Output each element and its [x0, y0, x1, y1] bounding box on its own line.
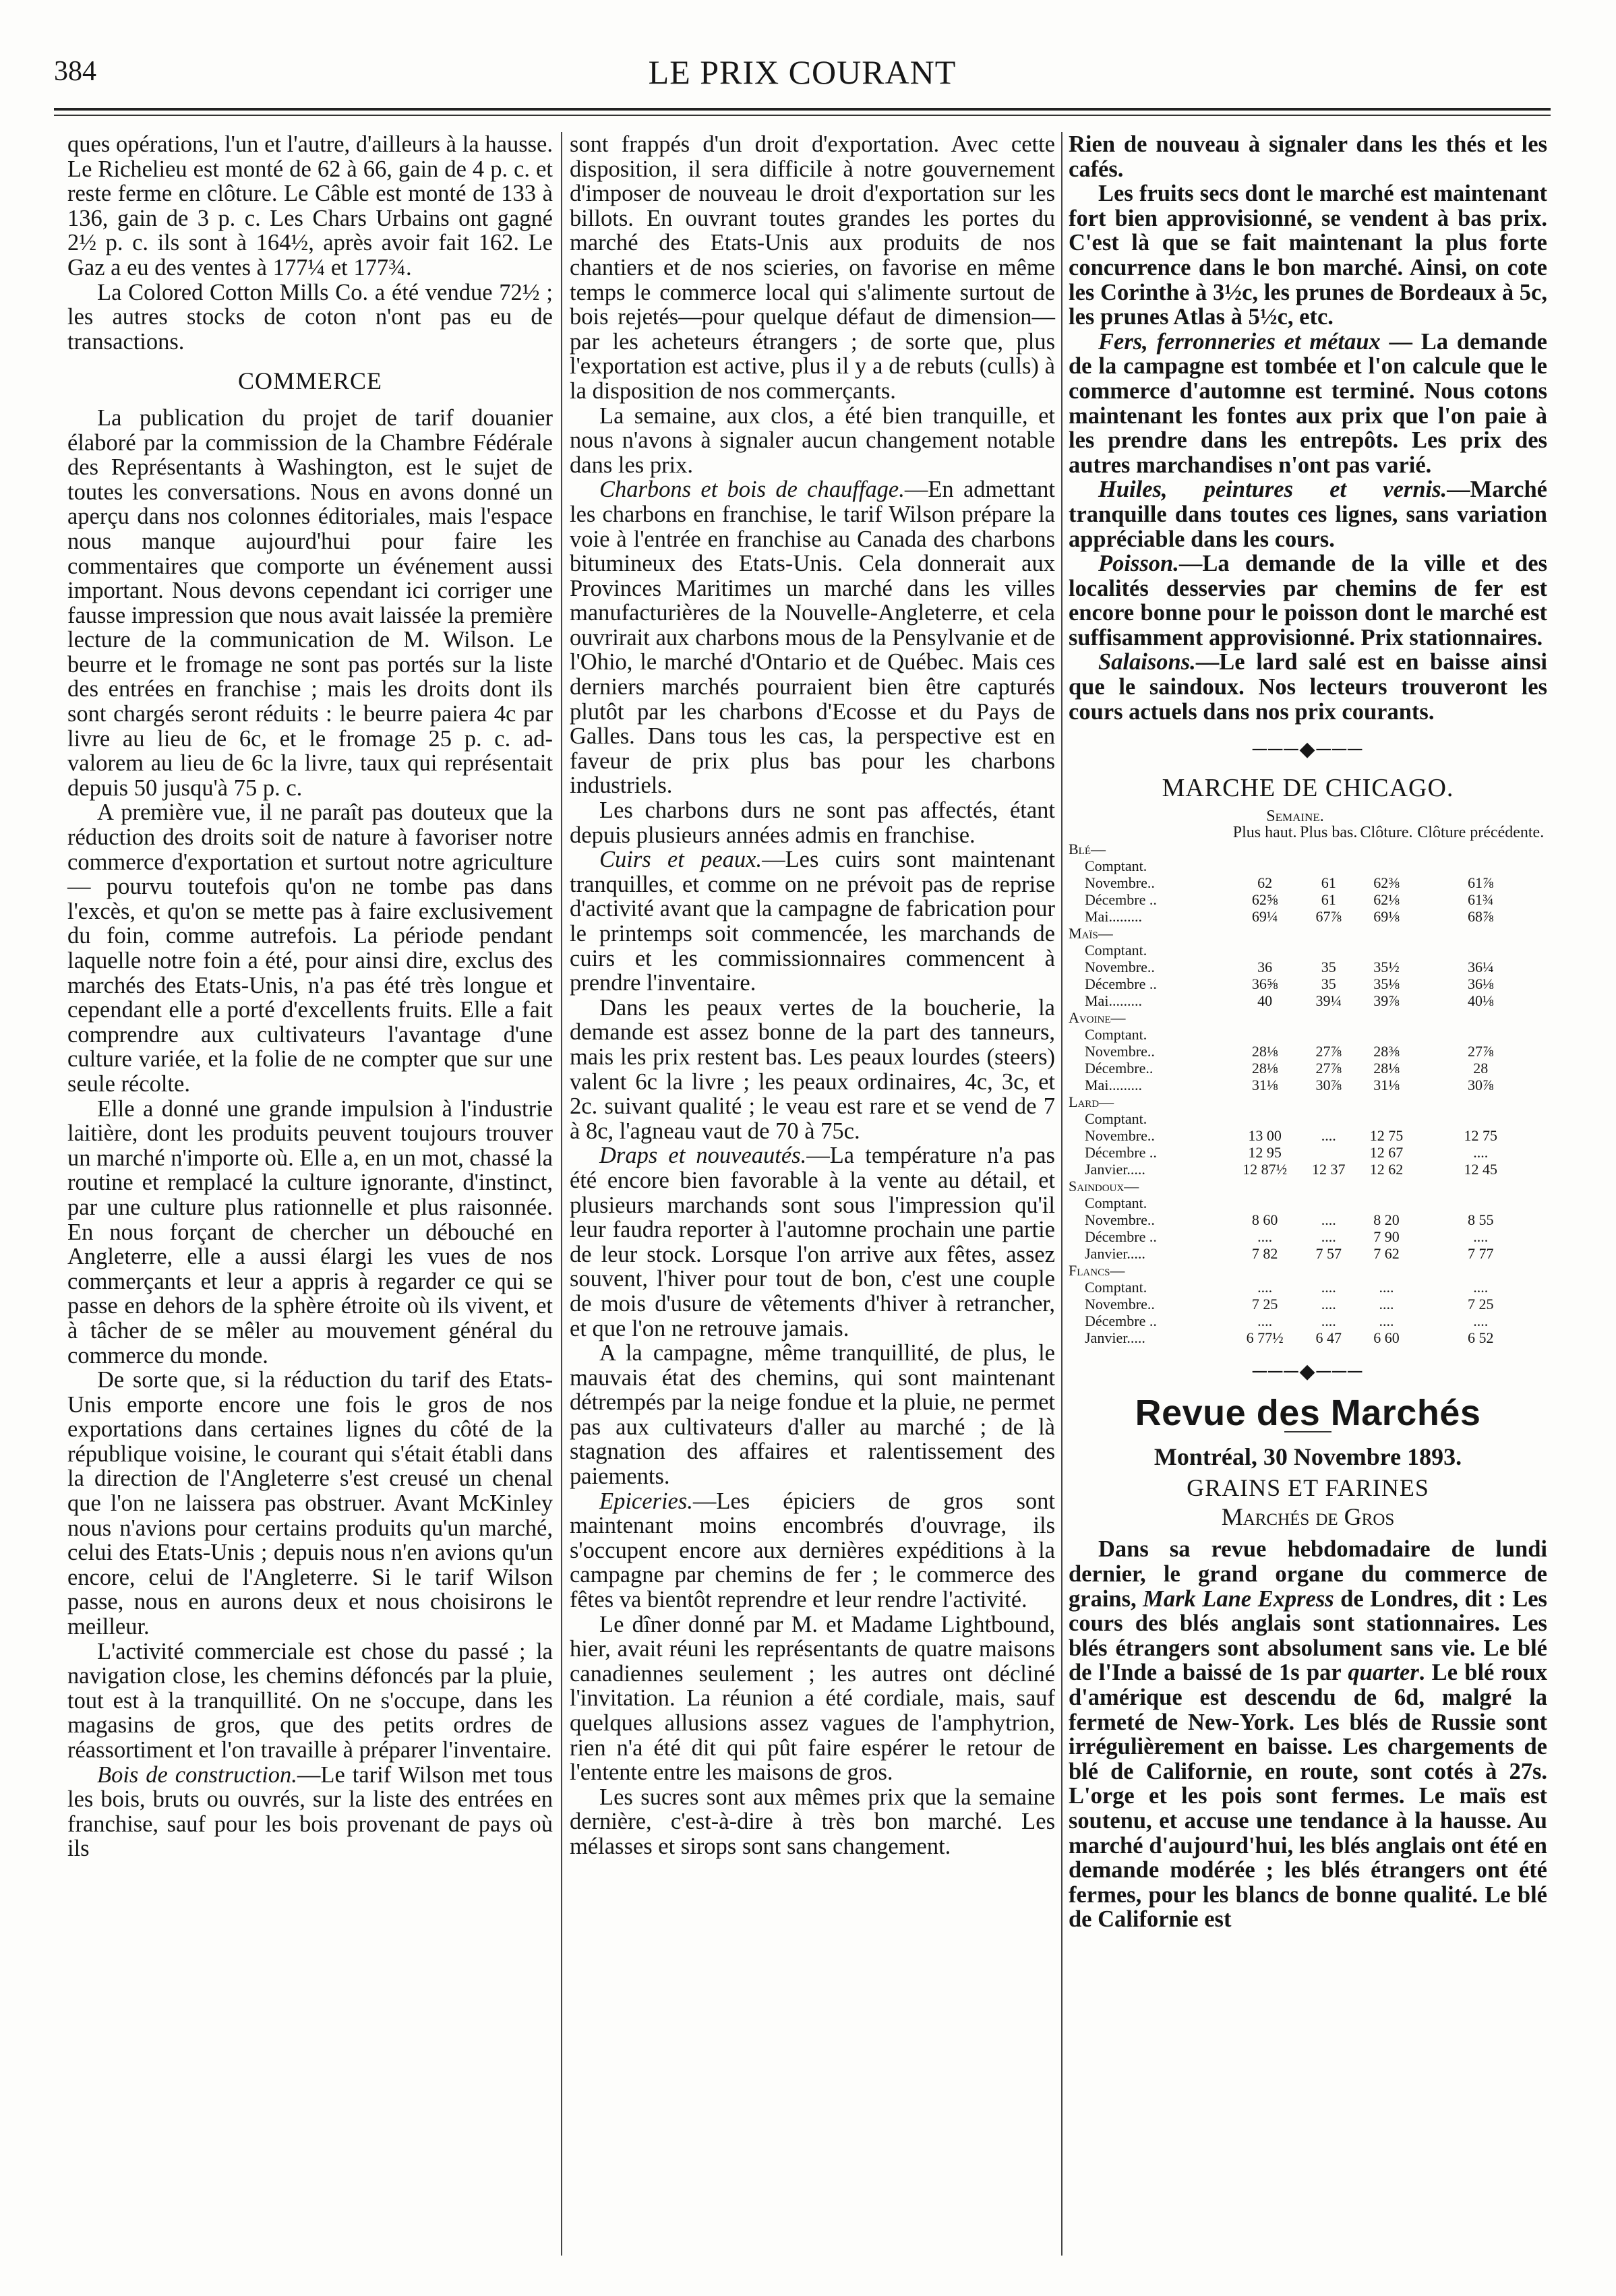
paragraph: [1069, 551, 1547, 650]
section-title: Revue des Marchés: [1135, 1393, 1481, 1434]
table-group-row: [1069, 841, 1547, 857]
table-row-label: Mai.........: [1085, 908, 1142, 926]
paragraph-body: —Marché tranquille dans toutes ces lignes, sans variation appréciable dans les cours.: [1069, 477, 1547, 552]
table-cell: 28⅛: [1373, 1060, 1400, 1077]
table-cell: 31⅛: [1251, 1077, 1278, 1094]
table-cell: 7 90: [1373, 1228, 1400, 1246]
table-cell: 12 62: [1369, 1161, 1404, 1178]
table-row-label: Novembre..: [1085, 874, 1155, 892]
header-rule-thin: [54, 115, 1551, 116]
paragraph: Elle a donné une grande impulsion à l'industrie laitière, dont les produits peuvent toujours trouver un marché n'importe où. Elle a, en un mot, chassé la routine et remplacé la culture ignorante, d'instinct, par une culture plus rationnelle et plus raisonnée. En nous forçant de chercher un débouché en Angleterre, elle a aussi élargi les vues de nos commerçants et leur a appris à regarder ce qui se passe en dehors de la sphère étroite où ils vivent, et à tâcher de se mêler au mouvement général du commerce du monde.: [67, 1095, 553, 1368]
table-row-label: Novembre..: [1085, 1211, 1155, 1229]
table-cell: [1359, 942, 1414, 959]
paragraph-body: — La demande de la campagne est tombée et l'on calcule que le commerce d'automne est terminé. Nous cotons maintenant les fontes aux prix que l'on paie à les prendre dans les entrepôts. Les prix des autres marchandises n'ont pas varié.: [1069, 328, 1547, 478]
table-row: [1069, 1043, 1547, 1060]
table-row-label: Décembre..: [1085, 1060, 1154, 1077]
table-cell: 7 25: [1251, 1296, 1278, 1313]
table-cell: 8 60: [1251, 1211, 1278, 1229]
table-cell: 28⅛: [1251, 1060, 1278, 1077]
table-row: [1069, 959, 1547, 975]
table-cell: [1231, 1195, 1298, 1211]
page-number: 384: [54, 56, 96, 87]
table-cell: 8 55: [1468, 1211, 1494, 1229]
table-cell: 27⅞: [1315, 1043, 1342, 1060]
table-cell: 12 75: [1369, 1127, 1404, 1145]
table-row-label: Comptant.: [1085, 1195, 1147, 1212]
table-cell: [1298, 942, 1359, 959]
paragraph: Les charbons durs ne sont pas affectés, étant depuis plusieurs années admis en franchise.: [570, 797, 1055, 848]
table-header: Clôture précédente.: [1417, 824, 1545, 842]
paragraph: [1069, 650, 1547, 724]
paragraph-body: —Le tarif Wilson met tous les bois, bruts ou ouvrés, sur la liste des entrées en franchise, sauf pour les bois provenant de pays où ils: [67, 1761, 553, 1862]
table-cell: [1231, 942, 1298, 959]
table-row: [1069, 1110, 1547, 1127]
table-cell: [1231, 1026, 1298, 1043]
paragraph: A première vue, il ne paraît pas douteux que la réduction des droits soit de nature à favoriser notre commerce d'exportation et surtout notre agriculture— pourvu toutefois qu'on ne tombe pas dans l'excès, et qu'on se mette pas à faire exclusivement du foin, comme autrefois. La période pendant laquelle notre foin a été, pour ainsi dire, exclus des marchés des Etats-Unis, n'a pas été très longue et cependant elle a porté d'excellents fruits. Elle a fait comprendre aux cultivateurs l'avantage d'une culture variée, et la folie de ne compter que sur une seule récolte.: [67, 799, 553, 1097]
table-cell: 6 47: [1315, 1329, 1342, 1347]
table-cell: [1414, 1026, 1547, 1043]
table-cell: [1298, 857, 1359, 874]
table-row-label: Comptant.: [1085, 857, 1147, 875]
table-cell: 39⅞: [1373, 992, 1400, 1010]
table-row: [1069, 1279, 1547, 1296]
table-cell: ....: [1379, 1312, 1394, 1330]
table-cell: ....: [1321, 1296, 1336, 1313]
publication-name: Mark Lane Express: [1143, 1585, 1334, 1612]
table-cell: ....: [1473, 1144, 1489, 1161]
table-row: [1069, 1245, 1547, 1262]
table-group-label: Lard—: [1069, 1093, 1114, 1111]
column-divider: [1061, 132, 1063, 2256]
table-row-label: Décembre ..: [1085, 975, 1157, 993]
table-row: [1069, 874, 1547, 891]
table-header: Plus bas.: [1300, 824, 1358, 842]
paragraph: sont frappés d'un droit d'exportation. Avec cette disposition, il sera difficile à notre gouvernement d'imposer de nouveau le droit d'exportation sur les billots. En ouvrant toutes grandes les portes du marché des Etats-Unis aux produits de nos chantiers et de nos scieries, on favorise en même temps le commerce local qui s'alimente surtout de bois rejetés—pour quelque défaut de dimension—par les acheteurs étrangers ; de sorte que, plus l'exportation est active, plus il y a de rebuts (culls) à la disposition de nos commerçants.: [570, 131, 1055, 404]
paragraph: Dans les peaux vertes de la boucherie, la demande est assez bonne de la part des tanneurs, mais les prix restent bas. Les peaux lourdes (steers) valent 6c la livre ; les peaux ordinaires, 4c, 3c, et 2c. suivant qualité ; le veau est rare et se vend de 7 à 8c, l'agneau vaut de 70 à 75c.: [570, 994, 1055, 1144]
table-group-label: Maïs—: [1069, 925, 1113, 942]
table-cell: ....: [1257, 1312, 1273, 1330]
table-row: [1069, 1077, 1547, 1093]
table-cell: 12 67: [1369, 1144, 1404, 1161]
table-row: [1069, 1312, 1547, 1329]
table-cell: [1359, 1195, 1414, 1211]
table-cell: ....: [1257, 1228, 1273, 1246]
table-group-label: Blé—: [1069, 841, 1106, 858]
table-cell: 6 60: [1373, 1329, 1400, 1347]
table-group-row: [1069, 1009, 1547, 1026]
table-cell: ....: [1321, 1312, 1336, 1330]
table-row: [1069, 1060, 1547, 1077]
table-cell: 27⅞: [1315, 1060, 1342, 1077]
table-cell: 35⅛: [1373, 975, 1400, 993]
table-cell: 61⅞: [1468, 874, 1494, 892]
table-cell: [1359, 1110, 1414, 1127]
paragraph-lead: Poisson.: [1098, 551, 1179, 577]
paragraph: La publication du projet de tarif douanier élaboré par la commission de la Chambre Fédérale des Représentants à Washington, est le sujet de toutes les conversations. Nous en avons donné un aperçu dans nos colonnes éditoriales, mais l'espace nous manque aujourd'hui pour faire les commentaires que comporte un événement aussi important. Nous devons cependant ici corriger une fausse impression que nous avait laissée la première lecture de la communication de M. Wilson. Le beurre et le fromage ne sont pas portés sur la liste des entrées en franchise ; mais les droits dont ils sont chargés seront réduits : le beurre paiera 4c par livre au lieu de 6c, et le fromage 25 p. c. ad-valorem au lieu de 6c la livre, taux qui représentait depuis 50 jusqu'à 75 p. c.: [67, 404, 553, 801]
table-row: [1069, 1195, 1547, 1211]
table-header: Semaine.: [1266, 808, 1324, 826]
section-heading: COMMERCE: [237, 367, 383, 395]
paragraph-body: —Le lard salé est en baisse ainsi que le saindoux. Nos lecteurs trouveront les cours actuels dans nos prix courants.: [1069, 649, 1547, 725]
paragraph-body: . Le blé roux d'amérique est descendu de 6d, malgré la fermeté de New-York. Les blés de Russie sont irrégulièrement en baisse. Les chargements de blé de Californie, en route, sont cotés à 27s. L'orge et les pois sont fermes. Le maïs est soutenu, et accuse une tendance à la hausse. Au marché d'aujourd'hui, les blés anglais ont été en demande modérée ; les blés étrangers ont été fermes, pour les blancs de bonne qualité. Le blé de Californie est: [1069, 1660, 1547, 1933]
table-cell: 13 00: [1248, 1127, 1282, 1145]
table-cell: 62⅛: [1373, 891, 1400, 909]
paragraph-lead: Salaisons.: [1098, 649, 1196, 675]
table-cell: 7 62: [1373, 1245, 1400, 1263]
table-cell: 28⅛: [1251, 1043, 1278, 1060]
table-cell: 7 82: [1251, 1245, 1278, 1263]
table-cell: 7 25: [1468, 1296, 1494, 1313]
table-row: [1069, 1211, 1547, 1228]
table-row-label: Comptant.: [1085, 942, 1147, 959]
column-divider: [561, 132, 562, 2256]
paragraph: [570, 1489, 1055, 1612]
table-cell: 36⅛: [1468, 975, 1494, 993]
paragraph: [67, 1763, 553, 1861]
table-row-label: Décembre ..: [1085, 1228, 1157, 1246]
table-row: [1069, 908, 1547, 925]
table-cell: ....: [1321, 1279, 1336, 1296]
paragraph: La semaine, aux clos, a été bien tranquille, et nous n'avons à signaler aucun changement notable dans les prix.: [570, 402, 1055, 478]
table-cell: 30⅞: [1315, 1077, 1342, 1094]
paragraph: [570, 1143, 1055, 1341]
ornament-divider: ───◆───: [1252, 738, 1364, 761]
table-cell: [1231, 1110, 1298, 1127]
table-cell: 28: [1473, 1060, 1489, 1077]
journal-title: LE PRIX COURANT: [648, 53, 957, 91]
table-cell: 36¼: [1468, 959, 1494, 976]
table-cell: 68⅞: [1468, 908, 1494, 926]
table-cell: 62: [1257, 874, 1273, 892]
table-cell: 6 52: [1468, 1329, 1494, 1347]
table-cell: [1298, 1195, 1359, 1211]
table-cell: 6 77½: [1246, 1329, 1284, 1347]
paragraph-lead: Charbons et bois de chauffage.: [599, 477, 905, 503]
table-cell: 30⅞: [1468, 1077, 1494, 1094]
paragraph: [570, 847, 1055, 996]
table-cell: 12 87½: [1243, 1161, 1288, 1178]
table-cell: [1298, 1144, 1359, 1161]
paragraph-body: —La demande de la ville et des localités desservies par chemins de fer est encore bonne pour le poisson dont le marché est suffisamment approvisionné. Prix stationnaires.: [1069, 551, 1547, 651]
paragraph: [1069, 1537, 1547, 1932]
market-table-title: MARCHE DE CHICAGO.: [1162, 773, 1454, 802]
table-row-label: Novembre..: [1085, 1296, 1155, 1313]
table-cell: 61: [1321, 891, 1336, 909]
paragraph-body: Dans sa revue hebdomadaire de lundi dernier, le grand organe du commerce de grains,: [1069, 1536, 1547, 1612]
table-cell: 40: [1257, 992, 1273, 1010]
paragraph-body: —Les épiciers de gros sont maintenant moins encombrés d'ouvrage, ils s'occupent encore aux dernières expéditions à la campagne par chemins de fer ; le commerce des fêtes va bientôt reprendre et leur rendre l'activité.: [570, 1488, 1055, 1613]
table-cell: [1359, 857, 1414, 874]
paragraph-body: —La température n'a pas été encore bien favorable à la vente au détail, et plusieurs marchands sont sous l'impression qu'il leur faudra reporter à l'automne prochain une partie de leur stock. Lorsque l'on arrive aux fêtes, assez souvent, l'hiver pour tout de bon, c'est une couple de mois d'usure de vêtements d'hiver à retrancher, et que l'on ne retrouve jamais.: [570, 1143, 1055, 1341]
table-row-label: Janvier.....: [1085, 1329, 1145, 1347]
table-group-label: Avoine—: [1069, 1009, 1126, 1027]
table-cell: [1414, 942, 1547, 959]
table-cell: 62⅝: [1251, 891, 1278, 909]
paragraph-lead: Fers, ferronneries et métaux: [1098, 328, 1381, 355]
table-group-row: [1069, 1262, 1547, 1279]
paragraph-lead: Huiles, peintures et vernis.: [1098, 477, 1447, 503]
paragraph: Les sucres sont aux mêmes prix que la semaine dernière, c'est-à-dire à très bon marché. Les mélasses et sirops sont sans changement.: [570, 1784, 1055, 1859]
table-cell: [1298, 1026, 1359, 1043]
table-cell: 36⅝: [1251, 975, 1278, 993]
table-row-label: Novembre..: [1085, 1043, 1155, 1060]
table-row-label: Comptant.: [1085, 1026, 1147, 1044]
table-row: [1069, 1329, 1547, 1346]
paragraph: ques opérations, l'un et l'autre, d'ailleurs à la hausse. Le Richelieu est monté de 62 à 66, gain de 4 p. c. et reste ferme en clôture. Le Câble est monté de 133 à 136, gain de 3 p. c. Les Chars Urbains ont gagné 2½ p. c. ils sont à 164½, après avoir fait 162. Le Gaz a eu des ventes à 177¼ et 177¾.: [67, 131, 553, 280]
table-row-label: Janvier.....: [1085, 1245, 1145, 1263]
table-group-row: [1069, 1178, 1547, 1195]
paragraph: [1069, 330, 1547, 478]
chicago-market-table: [1069, 808, 1547, 1346]
table-cell: ....: [1473, 1279, 1489, 1296]
table-row: [1069, 1296, 1547, 1312]
table-cell: 8 20: [1373, 1211, 1400, 1229]
table-group-label: Flancs—: [1069, 1262, 1125, 1279]
table-cell: ....: [1257, 1279, 1273, 1296]
table-row: [1069, 857, 1547, 874]
table-cell: [1298, 1110, 1359, 1127]
table-cell: [1414, 857, 1547, 874]
page-header: [54, 47, 1551, 94]
table-cell: 12 75: [1464, 1127, 1497, 1145]
table-cell: 40⅛: [1468, 992, 1494, 1010]
table-cell: ....: [1473, 1312, 1489, 1330]
table-cell: 36: [1257, 959, 1273, 976]
table-row: [1069, 1026, 1547, 1043]
table-cell: ....: [1473, 1228, 1489, 1246]
table-row-label: Décembre ..: [1085, 891, 1157, 909]
header-rule: [54, 108, 1551, 111]
table-row-label: Comptant.: [1085, 1279, 1147, 1296]
paragraph: La Colored Cotton Mills Co. a été vendue 72½ ; les autres stocks de coton n'ont pas eu de transactions.: [67, 279, 553, 355]
paragraph-lead: Bois de construction.: [97, 1761, 297, 1788]
table-cell: 62⅜: [1373, 874, 1400, 892]
table-cell: 69¼: [1251, 908, 1278, 926]
table-row: [1069, 1161, 1547, 1178]
table-cell: [1231, 857, 1298, 874]
table-row-label: Décembre ..: [1085, 1312, 1157, 1330]
dateline: Montréal, 30 Novembre 1893.: [1154, 1443, 1462, 1470]
table-group-label: Saindoux—: [1069, 1178, 1139, 1195]
table-row-label: Mai.........: [1085, 992, 1142, 1010]
paragraph: De sorte que, si la réduction du tarif des Etats-Unis emporte encore une fois le gros de nos exportations dans certaines lignes du côté de la république voisine, le courant qui s'était établi dans la direction de l'Angleterre s'est creusé un chenal que l'on ne laissera pas obstruer. Avant McKinley nous n'avions pour certains produits qu'un marché, celui des Etats-Unis ; depuis nous n'en avions qu'un encore, celui de l'Angleterre. Si le tarif Wilson passe, nous en aurons deux et nous choisirons le meilleur.: [67, 1367, 553, 1640]
paragraph-lead: Draps et nouveautés.: [599, 1143, 807, 1169]
table-row: [1069, 942, 1547, 959]
paragraph: [570, 477, 1055, 798]
subsection-heading: GRAINS ET FARINES: [1187, 1474, 1429, 1502]
column-1: [67, 132, 553, 1861]
table-cell: 12 45: [1464, 1161, 1497, 1178]
table-cell: 7 77: [1468, 1245, 1494, 1263]
table-row-label: Janvier.....: [1085, 1161, 1145, 1178]
paragraph-lead: Cuirs et peaux.: [599, 847, 762, 873]
table-cell: 12 95: [1248, 1144, 1282, 1161]
table-cell: 39¼: [1315, 992, 1342, 1010]
table-cell: ....: [1379, 1279, 1394, 1296]
table-cell: [1414, 1195, 1547, 1211]
table-cell: 67⅞: [1315, 908, 1342, 926]
market-table-body: [1069, 841, 1547, 1346]
table-header: Plus haut.: [1232, 824, 1297, 842]
table-cell: [1414, 1110, 1547, 1127]
table-cell: 61¾: [1468, 891, 1494, 909]
paragraph: A la campagne, même tranquillité, de plus, le mauvais état des chemins, qui sont maintenant détrempés par la neige fondue et la pluie, ne permet pas aux cultivateurs d'aller au marché ; de là stagnation des affaires et ralentissement des paiements.: [570, 1340, 1055, 1490]
subsection-subheading: Marchés de Gros: [1221, 1503, 1395, 1530]
table-row: [1069, 975, 1547, 992]
table-cell: 35½: [1373, 959, 1400, 976]
paragraph-body: de Londres, dit : Les cours des blés anglais sont stationnaires. Les blés étrangers sont absolument sans vie. Le blé de l'Inde a baissé de 1s par: [1069, 1585, 1547, 1686]
paragraph-lead: Epiceries.: [599, 1488, 693, 1514]
table-cell: 28⅜: [1373, 1043, 1400, 1060]
paragraph-body: —En admettant les charbons en franchise, le tarif Wilson prépare la voie à l'entrée en franchise au Canada des charbons bitumineux des Etats-Unis. Cela donnerait aux Provinces Maritimes un marché dans les villes manufacturières de la Nouvelle-Angleterre, et cela ouvrirait aux charbons mous de la Pensylvanie et de l'Ohio, le marché d'Ontario et de Québec. Mais ces derniers marchés pourraient bien être capturés plutôt par les charbons d'Ecosse et du Pays de Galles. Dans tous les cas, la perspective est en faveur de prix plus bas pour les charbons industriels.: [570, 477, 1055, 799]
table-group-row: [1069, 1093, 1547, 1110]
paragraph: Le dîner donné par M. et Madame Lightbound, hier, avait réuni les représentants de quatre maisons canadiennes seulement ; les autres ont décliné l'invitation. La réunion a été cordiale, mais, sauf quelques allusions assez vagues de l'amphytrion, rien n'a été dit qui pût faire espérer le retour de l'entente entre les maisons de gros.: [570, 1611, 1055, 1786]
table-cell: 27⅞: [1468, 1043, 1494, 1060]
table-cell: 69⅛: [1373, 908, 1400, 926]
table-cell: ....: [1321, 1127, 1336, 1145]
table-cell: ....: [1321, 1211, 1336, 1229]
paragraph: Les fruits secs dont le marché est maintenant fort bien approvisionné, se vendent à bas prix. C'est là que se fait maintenant la plus forte concurrence dans le bon marché. Ainsi, on cote les Corinthe à 3½c, les prunes de Bordeaux à 5c, les prunes Atlas à 5½c, etc.: [1069, 181, 1547, 330]
table-cell: ....: [1379, 1296, 1394, 1313]
table-row: [1069, 1144, 1547, 1161]
table-cell: 35: [1321, 959, 1336, 976]
paragraph-body: —Les cuirs sont maintenant tranquilles, et comme on ne prévoit pas de reprise d'activité avant que la campagne de fabrication pour le printemps soit commencée, les marchands de cuirs et les commissionnaires commencent à prendre l'inventaire.: [570, 847, 1055, 996]
table-row-label: Mai.........: [1085, 1077, 1142, 1094]
table-header: Clôture.: [1360, 824, 1413, 842]
unit-term: quarter: [1348, 1660, 1419, 1686]
table-cell: 7 57: [1315, 1245, 1342, 1263]
table-row-label: Comptant.: [1085, 1110, 1147, 1128]
table-row: [1069, 1127, 1547, 1144]
column-2: [570, 132, 1055, 1859]
table-cell: [1359, 1026, 1414, 1043]
paragraph: [1069, 477, 1547, 551]
table-group-row: [1069, 925, 1547, 942]
ornament-divider: ───◆───: [1252, 1360, 1364, 1383]
table-row: [1069, 1228, 1547, 1245]
table-cell: 35: [1321, 975, 1336, 993]
table-row-label: Décembre ..: [1085, 1144, 1157, 1161]
table-cell: 12 37: [1311, 1161, 1346, 1178]
table-row: [1069, 891, 1547, 908]
table-row-label: Novembre..: [1085, 1127, 1155, 1145]
table-row-label: Novembre..: [1085, 959, 1155, 976]
table-cell: 31⅛: [1373, 1077, 1400, 1094]
table-cell: ....: [1321, 1228, 1336, 1246]
table-row: [1069, 992, 1547, 1009]
paragraph: L'activité commerciale est chose du passé ; la navigation close, les chemins défoncés par la pluie, tout est à la tranquillité. On ne s'occupe, dans les magasins de gros, que des petits ordres de réassortiment et l'on travaille à préparer l'inventaire.: [67, 1638, 553, 1763]
table-cell: 61: [1321, 874, 1336, 892]
paragraph: Rien de nouveau à signaler dans les thés et les cafés.: [1069, 131, 1547, 182]
column-3: [1069, 132, 1547, 1932]
